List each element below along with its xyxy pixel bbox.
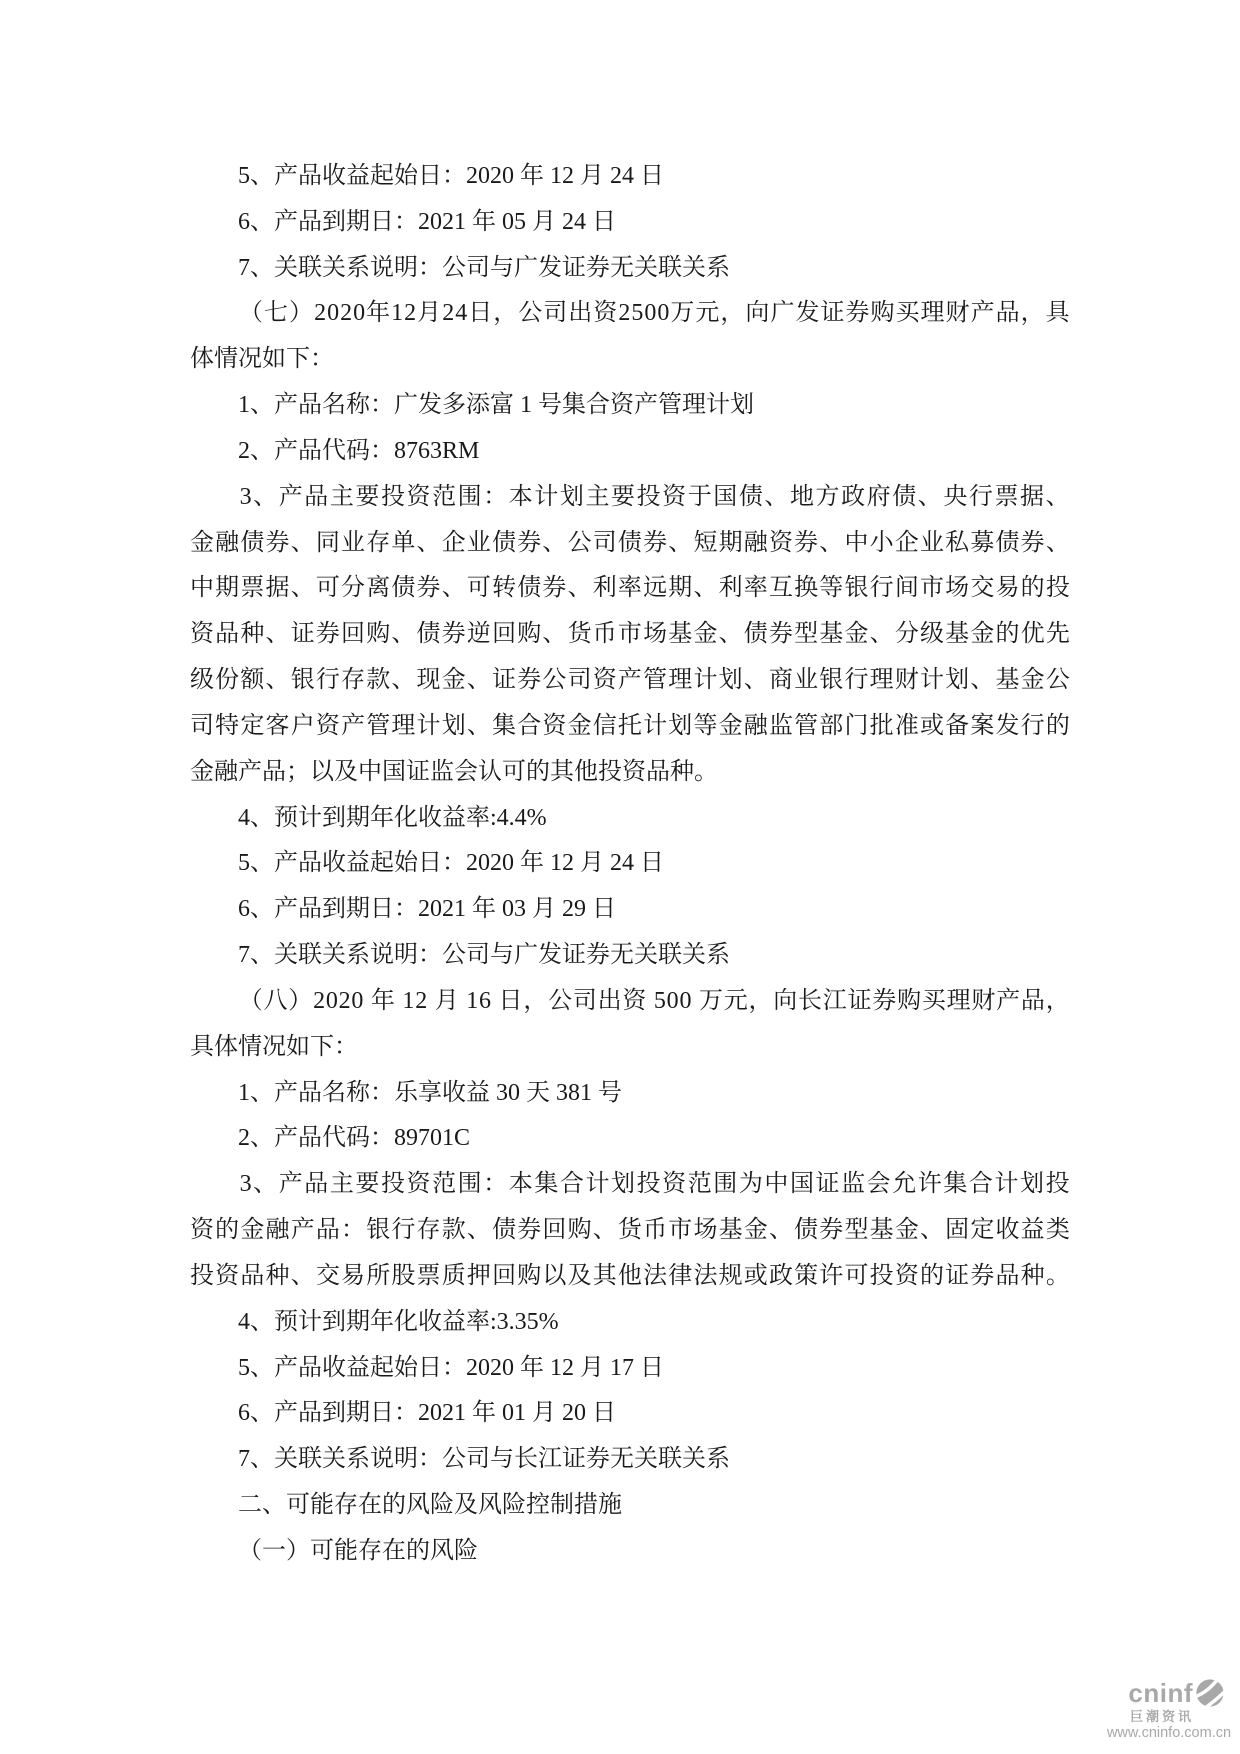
document-line: 级 份 额 、 银 行 存 款 、 现 金 、 证 券 公 司 资 产 管 理 计 划 、 商 业 银 行 理 财 计 划 、 基 金 公 xyxy=(190,667,1070,694)
document-line: 5、产品收益起始日：2020 年 12 月 24 日 xyxy=(238,163,664,189)
document-line: （ 八 ） 2 0 2 0 年 1 2 月 1 6 日 ， 公 司 出 资 5 0 0 万 元 ， 向 长 江 证 券 购 买 理 财 产 品 ， xyxy=(238,987,1070,1014)
document-line: 2、产品代码：8763RM xyxy=(238,437,480,464)
document-line: 资 品 种 、 证 券 回 购 、 债 券 逆 回 购 、 货 币 市 场 基 金 、 债 券 型 基 金 、 分 级 基 金 的 优 先 xyxy=(190,621,1070,648)
cninfo-swirl-icon xyxy=(1195,1678,1225,1708)
cninfo-logo xyxy=(1103,1678,1235,1741)
cninfo-logo-row xyxy=(1103,1678,1235,1708)
document-line: 金 融 债 券 、 同 业 存 单 、 企 业 债 券 、 公 司 债 券 、 短 期 融 资 券 、 中 小 企 业 私 募 债 券 、 xyxy=(190,529,1070,556)
document-line: 6、产品到期日：2021 年 01 月 20 日 xyxy=(238,1400,616,1427)
document-line: 4、预计到期年化收益率:3.35% xyxy=(238,1308,559,1335)
document-line: （一）可能存在的风险 xyxy=(238,1537,478,1564)
document-line: 体情况如下： xyxy=(190,346,334,373)
document-line: 2、产品代码：89701C xyxy=(238,1125,471,1152)
document-line: 5、产品收益起始日：2020 年 12 月 17 日 xyxy=(238,1354,664,1381)
document-line: 投 资 品 种 、 交 易 所 股 票 质 押 回 购 以 及 其 他 法 律 法 规 或 政 策 许 可 投 资 的 证 券 品 种 。 xyxy=(190,1262,1070,1289)
document-body xyxy=(190,154,1070,1575)
document-line: （ 七 ） 2 0 2 0 年 1 2 月 2 4 日 ， 公 司 出 资 2 5 0 0 万 元 ， 向 广 发 证 券 购 买 理 财 产 品 ， 具 xyxy=(239,300,1070,327)
document-line: 二、可能存在的风险及风险控制措施 xyxy=(238,1492,622,1519)
document-line: 具体情况如下： xyxy=(190,1033,358,1060)
document-line: 7、关联关系说明：公司与广发证券无关联关系 xyxy=(238,254,730,281)
document-line: 金融产品；以及中国证监会认可的其他投资品种。 xyxy=(190,758,718,785)
document-line: 6、产品到期日：2021 年 03 月 29 日 xyxy=(238,896,616,923)
document-line: 1、产品名称：乐享收益 30 天 381 号 xyxy=(238,1079,622,1106)
document-line: 6、产品到期日：2021 年 05 月 24 日 xyxy=(238,208,616,235)
document-line: 3 、 产 品 主 要 投 资 范 围 ： 本 计 划 主 要 投 资 于 国 债 、 地 方 政 府 债 、 央 行 票 据 、 xyxy=(239,483,1070,510)
document-line: 司 特 定 客 户 资 产 管 理 计 划 、 集 合 资 金 信 托 计 划 等 金 融 监 管 部 门 批 准 或 备 案 发 行 的 xyxy=(190,712,1070,739)
cninfo-url: www.cninfo.com.cn xyxy=(1106,1725,1232,1741)
document-line: 7、关联关系说明：公司与广发证券无关联关系 xyxy=(238,942,730,969)
document-line: 5、产品收益起始日：2020 年 12 月 24 日 xyxy=(238,850,664,877)
document-line: 资 的 金 融 产 品 ： 银 行 存 款 、 债 券 回 购 、 货 币 市 场 基 金 、 债 券 型 基 金 、 固 定 收 益 类 xyxy=(190,1217,1070,1244)
document-line: 1、产品名称：广发多添富 1 号集合资产管理计划 xyxy=(238,392,754,419)
cninfo-chinese-label: 巨潮资讯 xyxy=(1129,1709,1194,1724)
cninfo-wordmark: cninf xyxy=(1128,1678,1193,1708)
document-line: 7、关联关系说明：公司与长江证券无关联关系 xyxy=(238,1446,730,1473)
document-line: 中 期 票 据 、 可 分 离 债 券 、 可 转 债 券 、 利 率 远 期 、 利 率 互 换 等 银 行 间 市 场 交 易 的 投 xyxy=(190,575,1070,602)
document-line: 4、预计到期年化收益率:4.4% xyxy=(238,804,547,831)
document-line: 3 、 产 品 主 要 投 资 范 围 ： 本 集 合 计 划 投 资 范 围 为 中 国 证 监 会 允 许 集 合 计 划 投 xyxy=(239,1171,1070,1198)
